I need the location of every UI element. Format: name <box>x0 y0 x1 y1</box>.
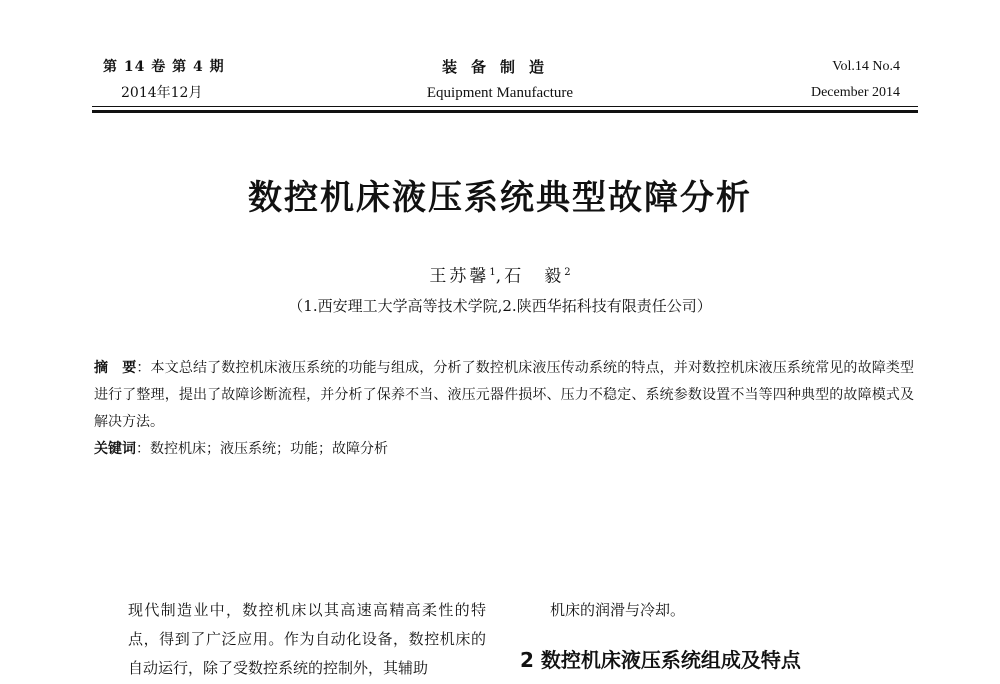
body-paragraph: 现代制造业中，数控机床以其高速高精高柔性的特点，得到了广泛应用。作为自动化设备，数控机床的自动运行，除了受数控系统的控制外，其辅助 <box>128 601 486 677</box>
author-name: 石 毅 <box>504 266 565 287</box>
issue-volume-en: Vol.14 No.4 <box>832 59 900 74</box>
keywords-text: ：数控机床；液压系统；功能；故障分析 <box>136 441 388 457</box>
issue-date-en: December 2014 <box>810 85 900 100</box>
header-rule-thick <box>92 110 918 113</box>
body-paragraph-continuation: 机床的润滑与冷却。 <box>550 601 686 619</box>
section-heading: 2 数控机床液压系统组成及特点 <box>520 648 801 672</box>
author-name: 王苏馨 <box>429 266 490 287</box>
header-rule-thin <box>92 106 918 107</box>
paper-title: 数控机床液压系统典型故障分析 <box>248 178 752 218</box>
abstract-text: ：本文总结了数控机床液压系统的功能与组成，分析了数控机床液压传动系统的特点，并对数控机床液压系统常见的故障类型进行了整理，提出了故障诊断流程，并分析了保养不当、液压元器件损坏、压力不稳定、系统参数设置不当等四种典型的故障模式及解决方法。 <box>94 360 914 430</box>
abstract <box>94 355 914 436</box>
author-affiliation-mark: 1 <box>489 267 496 278</box>
author-separator: , <box>495 266 505 287</box>
issue-date-cn: 2014年12月 <box>121 85 203 101</box>
body-right-column <box>520 596 916 673</box>
header-right <box>811 58 900 102</box>
issue-volume-cn: 第 14 卷 第 4 期 <box>103 59 225 75</box>
keywords-label: 关键词 <box>94 441 136 457</box>
keywords <box>94 436 914 463</box>
journal-name-cn: 装备制造 <box>441 58 558 76</box>
author-affiliation-mark: 2 <box>564 267 571 278</box>
author-line <box>0 262 1000 288</box>
body-left-column <box>94 596 486 683</box>
abstract-label: 摘 要 <box>94 360 137 376</box>
affiliation: （1.西安理工大学高等技术学院,2.陕西华拓科技有限责任公司） <box>288 297 712 315</box>
journal-name-en: Equipment Manufacture <box>426 85 574 101</box>
